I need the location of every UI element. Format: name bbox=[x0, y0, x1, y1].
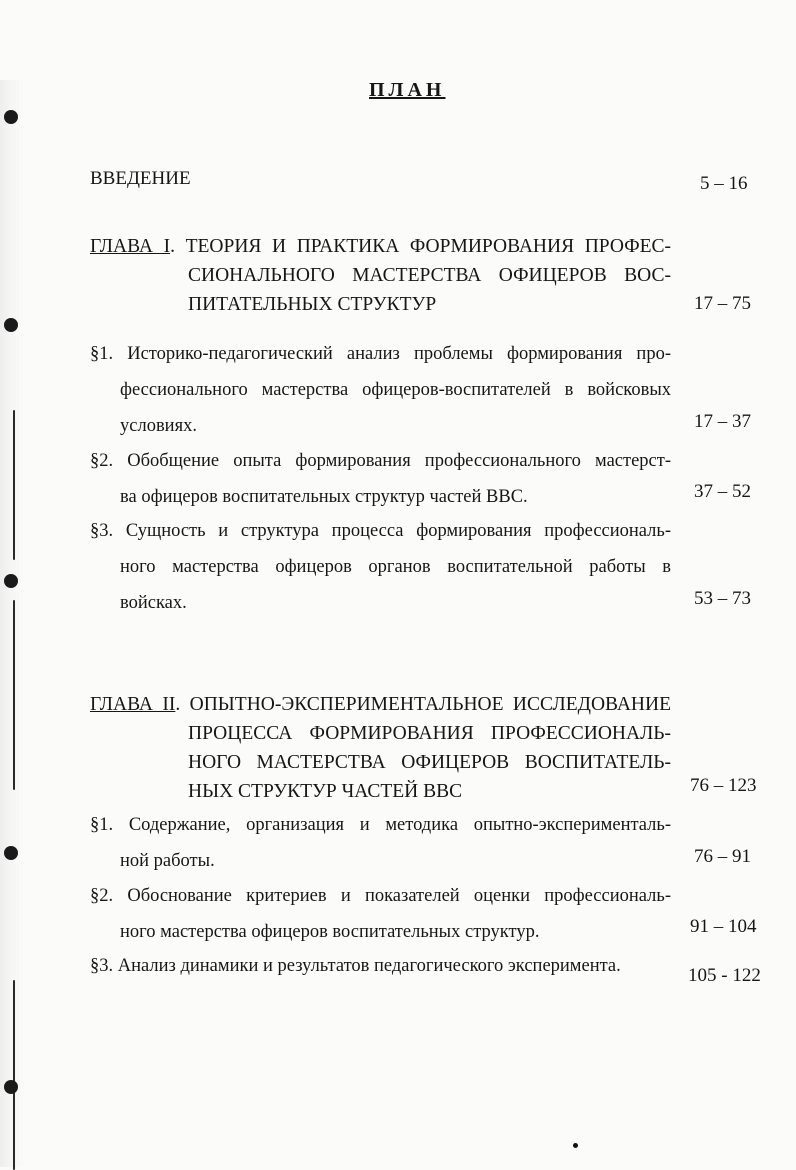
punch-hole-mark bbox=[4, 110, 18, 124]
section-line: §1. Содержание, организация и методика опытно-эксперименталь- bbox=[90, 815, 671, 835]
chapter-1-section-3-pages: 53 – 73 bbox=[694, 588, 751, 609]
chapter-2-label: ГЛАВА II bbox=[90, 694, 176, 715]
chapter-1-section-3 bbox=[90, 513, 671, 621]
chapter-2-section-1-pages: 76 – 91 bbox=[694, 846, 751, 867]
section-line: войсках. bbox=[120, 593, 187, 613]
chapter-1-title-line: ПИТАТЕЛЬНЫХ СТРУКТУР bbox=[188, 294, 437, 315]
section-line: §3. Анализ динамики и результатов педагогического эксперимента. bbox=[90, 956, 621, 976]
chapter-2-pages: 76 – 123 bbox=[690, 775, 757, 796]
chapter-1-title-line: СИОНАЛЬНОГО МАСТЕРСТВА ОФИЦЕРОВ ВОС- bbox=[188, 265, 671, 286]
chapter-1-section-2 bbox=[90, 443, 671, 515]
chapter-1-section-2-pages: 37 – 52 bbox=[694, 481, 751, 502]
punch-hole-mark bbox=[4, 318, 18, 332]
binding-edge bbox=[0, 80, 26, 1167]
binding-edge-mark bbox=[13, 410, 15, 560]
chapter-1-label: ГЛАВА I bbox=[90, 236, 171, 257]
section-line: §2. Обобщение опыта формирования профессионального мастерст- bbox=[90, 451, 671, 471]
section-line: §3. Сущность и структура процесса формирования профессиональ- bbox=[90, 521, 671, 541]
chapter-2-section-3-pages: 105 - 122 bbox=[688, 965, 761, 986]
introduction-label: ВВЕДЕНИЕ bbox=[90, 168, 191, 189]
chapter-1-section-1-pages: 17 – 37 bbox=[694, 411, 751, 432]
section-line: ной работы. bbox=[120, 851, 215, 871]
chapter-2-title-line: НОГО МАСТЕРСТВА ОФИЦЕРОВ ВОСПИТАТЕЛЬ- bbox=[188, 752, 671, 773]
chapter-2-section-1 bbox=[90, 807, 671, 879]
chapter-1-section-1 bbox=[90, 336, 671, 444]
section-line: §2. Обоснование критериев и показателей оценки профессиональ- bbox=[90, 886, 671, 906]
ink-dot bbox=[573, 1143, 578, 1148]
punch-hole-mark bbox=[4, 1080, 18, 1094]
section-line: ного мастерства офицеров органов воспитательной работы в bbox=[120, 557, 671, 577]
punch-hole-mark bbox=[4, 574, 18, 588]
chapter-1-heading-cont bbox=[188, 261, 671, 319]
chapter-2-section-3 bbox=[90, 948, 671, 984]
binding-edge-mark bbox=[13, 980, 15, 1170]
punch-hole-mark bbox=[4, 846, 18, 860]
chapter-2-title-line: ГЛАВА II. ОПЫТНО-ЭКСПЕРИМЕНТАЛЬНОЕ ИССЛЕДОВАНИЕ bbox=[90, 694, 671, 715]
chapter-2-title-line: ПРОЦЕССА ФОРМИРОВАНИЯ ПРОФЕССИОНАЛЬ- bbox=[188, 723, 671, 744]
chapter-1-title-line: ГЛАВА I. ТЕОРИЯ И ПРАКТИКА ФОРМИРОВАНИЯ ПРОФЕС- bbox=[90, 236, 672, 257]
chapter-2-title-line: НЫХ СТРУКТУР ЧАСТЕЙ ВВС bbox=[188, 781, 463, 802]
chapter-2-heading-cont bbox=[188, 719, 671, 806]
chapter-1-heading bbox=[90, 232, 671, 261]
section-line: ного мастерства офицеров воспитательных структур. bbox=[120, 922, 540, 942]
chapter-2-section-2-pages: 91 – 104 bbox=[690, 916, 757, 937]
chapter-2-section-2 bbox=[90, 878, 671, 950]
chapter-1-pages: 17 – 75 bbox=[694, 293, 751, 314]
section-line: ва офицеров воспитательных структур частей ВВС. bbox=[120, 487, 528, 507]
page-title: ПЛАН bbox=[369, 79, 446, 101]
binding-edge-mark bbox=[13, 600, 15, 790]
section-line: §1. Историко-педагогический анализ проблемы формирования про- bbox=[90, 344, 671, 364]
chapter-2-heading bbox=[90, 690, 671, 719]
introduction-pages: 5 – 16 bbox=[700, 173, 748, 194]
section-line: условиях. bbox=[120, 416, 197, 436]
section-line: фессионального мастерства офицеров-воспитателей в войсковых bbox=[120, 380, 671, 400]
